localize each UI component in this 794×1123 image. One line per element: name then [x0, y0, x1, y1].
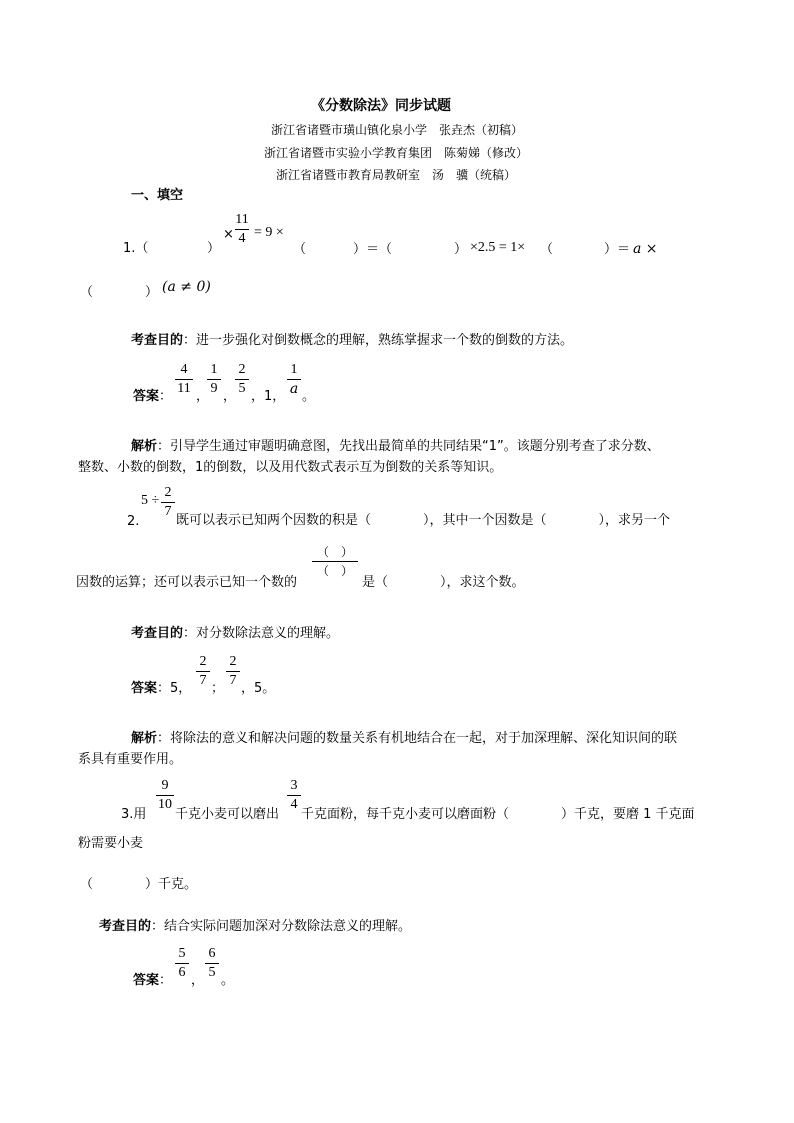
fraction-numerator: 2 [229, 654, 237, 669]
q1-answer-mid: ，1， [251, 389, 286, 404]
q1-answer-fraction-4 [286, 363, 302, 396]
analysis-text: ：引导学生通过审题明确意图，先找出最简单的共同结果“1”。该题分别考查了求分数、 [157, 439, 660, 454]
q3-answer-colon: ： [159, 973, 173, 988]
q3-answer-comma: ， [191, 973, 205, 988]
fraction-numerator: 2 [199, 654, 207, 669]
q2-text-line-2b: 是（ ），求这个数。 [362, 575, 525, 590]
q2-expression-fraction [160, 486, 176, 519]
q2-goal [131, 627, 339, 640]
fraction-numerator: 2 [164, 485, 172, 500]
q3-answer-label: 答案 [133, 973, 160, 988]
q1-times: × [223, 227, 234, 242]
q3-text-1: 千克小麦可以磨出 [175, 807, 280, 822]
q1-analysis-line-1 [131, 440, 660, 453]
q2-answer-semicolon: ； [211, 681, 225, 696]
q1-blank-2-close: ） [454, 242, 468, 257]
fraction-denominator: 6 [178, 965, 186, 980]
author-line-2: 浙江省诸暨市实验小学教育集团 陈菊娣（修改） [264, 146, 529, 160]
q1-paren-close: ） [207, 241, 221, 256]
q2-answer-fraction-2 [225, 655, 241, 688]
goal-label: 考查目的 [99, 919, 152, 934]
document-title: 《分数除法》同步试题 [311, 98, 451, 114]
blank-denominator: （ ） [316, 564, 353, 578]
analysis-text: ：将除法的意义和解决问题的数量关系有机地结合在一起，对于加深理解、深化知识间的联 [157, 731, 678, 746]
fraction-denominator: 4 [238, 231, 246, 246]
q1-answer-comma-2: ， [223, 389, 237, 404]
q2-answer-start: ：5， [157, 681, 192, 696]
q1-fraction-11-4 [234, 213, 250, 246]
goal-label: 考查目的 [131, 626, 184, 641]
goal-label: 考查目的 [131, 333, 184, 348]
q1-analysis-line-2: 整数、小数的倒数，1的倒数，以及用代数式表示互为倒数的关系等知识。 [78, 460, 503, 475]
q3-number: 3.用 [121, 807, 147, 822]
author-line-3: 浙江省诸暨市教育局教研室 汤 骥（统稿） [276, 168, 517, 182]
section-heading-fill-in: 一、填空 [131, 188, 184, 203]
q2-text-line-2a: 因数的运算；还可以表示已知一个数的 [76, 575, 298, 590]
analysis-label: 解析 [131, 439, 158, 454]
q1-answer-label: 答案 [133, 389, 160, 404]
fraction-numerator: 4 [180, 362, 188, 377]
q1-equals-9-times: = 9 × [254, 225, 284, 240]
fraction-denominator: 5 [208, 965, 216, 980]
fraction-numerator: 11 [235, 212, 249, 227]
q3-fraction-3-4 [286, 779, 302, 812]
q2-number: 2. [127, 514, 140, 529]
fraction-denominator: 11 [177, 381, 191, 396]
q3-fraction-9-10 [155, 779, 175, 812]
blank-numerator: （ ） [316, 545, 353, 559]
q1-times-2-5: ×2.5 = 1× [470, 240, 526, 255]
fraction-numerator: 6 [208, 946, 216, 961]
q3-line-2: 粉需要小麦 [78, 836, 144, 851]
fraction-denominator: 7 [164, 504, 172, 519]
fraction-denominator: 9 [210, 381, 218, 396]
fraction-numerator: 2 [238, 362, 246, 377]
q3-answer-fraction-1 [174, 947, 190, 980]
q1-answer-comma-1: ， [196, 389, 210, 404]
fraction-denominator: a [289, 381, 299, 397]
q1-a-times: a × [633, 241, 658, 257]
fraction-numerator: 9 [161, 778, 169, 793]
fraction-bar [312, 561, 358, 562]
q3-goal [99, 920, 411, 933]
q3-answer-period: 。 [221, 973, 235, 988]
q1-blank-3-open: （ [540, 242, 554, 257]
q1-line2-close: ） [145, 285, 159, 300]
q2-answer-end: ，5。 [241, 681, 276, 696]
q1-blank-1-open: （ [293, 242, 307, 257]
fraction-denominator: 7 [199, 673, 207, 688]
q2-analysis-line-2: 系具有重要作用。 [78, 752, 183, 767]
q2-text-line-1: 既可以表示已知两个因数的积是（ ），其中一个因数是（ ），求另一个 [176, 513, 671, 528]
q1-blank-3-close: ）＝ [604, 242, 631, 257]
goal-text: ：结合实际问题加深对分数除法意义的理解。 [151, 919, 412, 934]
q1-answer-colon: ： [159, 389, 173, 404]
q2-answer-fraction-1 [195, 655, 211, 688]
q1-answer-fraction-3 [234, 363, 250, 396]
q2-analysis-line-1 [131, 732, 677, 745]
q2-expression-int: 5 ÷ [141, 493, 160, 508]
fraction-denominator: 5 [238, 381, 246, 396]
fraction-numerator: 5 [178, 946, 186, 961]
author-line-1: 浙江省诸暨市璜山镇化泉小学 张垚杰（初稿） [271, 123, 524, 137]
fraction-numerator: 3 [290, 778, 298, 793]
q1-condition: (a ≠ 0) [162, 279, 211, 295]
fraction-numerator: 1 [210, 362, 218, 377]
q1-goal [131, 334, 573, 347]
q1-answer-period: 。 [302, 389, 316, 404]
fraction-denominator: 4 [290, 797, 298, 812]
q1-answer-fraction-2 [206, 363, 222, 396]
goal-text: ：对分数除法意义的理解。 [183, 626, 340, 641]
q1-number: 1.（ [123, 241, 149, 256]
q1-answer-fraction-1 [174, 363, 194, 396]
fraction-denominator: 10 [158, 797, 172, 812]
fraction-denominator: 7 [229, 673, 237, 688]
goal-text: ：进一步强化对倒数概念的理解，熟练掌握求一个数的倒数的方法。 [183, 333, 574, 348]
q1-line2-open: （ [80, 285, 94, 300]
q2-answer-label: 答案 [131, 681, 158, 696]
analysis-label: 解析 [131, 731, 158, 746]
q1-blank-1-close: ）＝（ [353, 242, 393, 257]
fraction-numerator: 1 [290, 362, 298, 377]
q3-answer-fraction-2 [204, 947, 220, 980]
q2-blank-fraction [312, 546, 358, 577]
q3-line-3: （ ）千克。 [80, 877, 198, 892]
q3-text-2: 千克面粉，每千克小麦可以磨面粉（ ）千克，要磨 1 千克面 [301, 807, 695, 822]
